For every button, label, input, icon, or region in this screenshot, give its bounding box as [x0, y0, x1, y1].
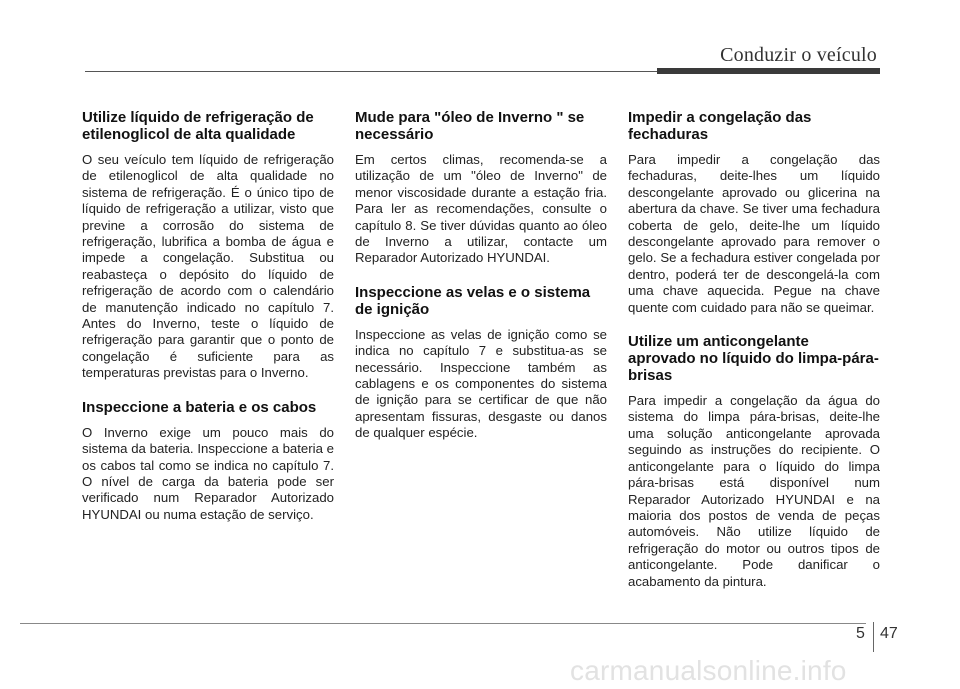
section-body: O seu veículo tem líquido de refrigeração de etilenoglicol de alta qualidade no sistema de refrigeração. É o único tipo de líquido de refrigeração a utilizar, visto que previne a corrosão do sistema de refrigeração, lubrifica a bomba de água e impede a congelação. Substitua ou reabasteça o depósito do líquido de refrigeração de acordo com o calendário de manutenção indicado no capítulo 7. Antes do Inverno, teste o líquido de refrigeração para garantir que o ponto de congelação é suficiente para as temperaturas previstas para o Inverno. [82, 152, 334, 381]
section-locks [628, 109, 880, 316]
section-heading: Utilize um anticongelante aprovado no líquido do limpa-pára-brisas [628, 333, 879, 385]
section-washer-antifreeze [628, 333, 880, 590]
section-heading: Utilize líquido de refrigeração de etilenoglicol de alta qualidade [82, 109, 314, 143]
section-winter-oil [355, 109, 607, 267]
section-heading: Impedir a congelação das fechaduras [628, 109, 812, 143]
section-body: Para impedir a congelação das fechaduras, deite-lhes um líquido descongelante aprovado ou glicerina na abertura da chave. Se tiver uma fechadura coberta de gelo, deite-lhe um líquido descongelante aprovado para remover o gelo. Se a fechadura estiver congelada por dentro, poderá ter de descongelá-la com uma chave aquecida. Pegue na chave quente com cuidado para não se queimar. [628, 152, 880, 315]
section-body: Para impedir a congelação da água do sistema do limpa pára-brisas, deite-lhe uma solução anticongelante aprovada seguindo as instruções do recipiente. O anticongelante para o líquido do limpa pára-brisas está disponível num Reparador Autorizado HYUNDAI e na maioria dos postos de venda de peças automóveis. Não utilize líquido de refrigeração do motor ou outros tipos de anticongelante. Pode danificar o acabamento da pintura. [628, 393, 880, 589]
section-coolant [82, 109, 334, 382]
section-body: O Inverno exige um pouco mais do sistema da bateria. Inspeccione a bateria e os cabos tal como se indica no capítulo 7. O nível de carga da bateria pode ser verificado num Reparador Autorizado HYUNDAI ou numa estação de serviço. [82, 424, 334, 522]
section-title: Conduzir o veículo [720, 44, 877, 66]
footer-divider [873, 622, 874, 652]
section-body: Em certos climas, recomenda-se a utilização de um "óleo de Inverno" de menor viscosidade durante a estação fria. Para ler as recomendações, consulte o capítulo 8. Se tiver dúvidas quanto ao óleo de Inverno a utilizar, contacte um Reparador Autorizado HYUNDAI. [355, 152, 607, 266]
text-column-3 [628, 109, 880, 590]
header-rule-thin [85, 71, 657, 72]
section-body: Inspeccione as velas de ignição como se indica no capítulo 7 e substitua-as se necessário. Inspeccione também as cablagens e os componentes do sistema de ignição para se certificar de que não apresentam fissuras, desgaste ou danos de qualquer espécie. [355, 326, 607, 441]
section-spark-plugs [355, 284, 607, 442]
section-heading: Inspeccione as velas e o sistema de ignição [355, 283, 591, 318]
footer-rule [20, 623, 866, 624]
watermark: carmanualsonline.info [570, 655, 847, 686]
section-heading: Inspeccione a bateria e os cabos [82, 398, 317, 416]
section-battery [82, 399, 334, 523]
text-column-1 [82, 109, 334, 523]
chapter-number: 5 [856, 625, 865, 642]
section-heading: Mude para "óleo de Inverno " se necessário [355, 109, 585, 143]
page-number: 47 [880, 625, 898, 642]
header-rule-thick [657, 68, 880, 74]
text-column-2 [355, 109, 607, 442]
